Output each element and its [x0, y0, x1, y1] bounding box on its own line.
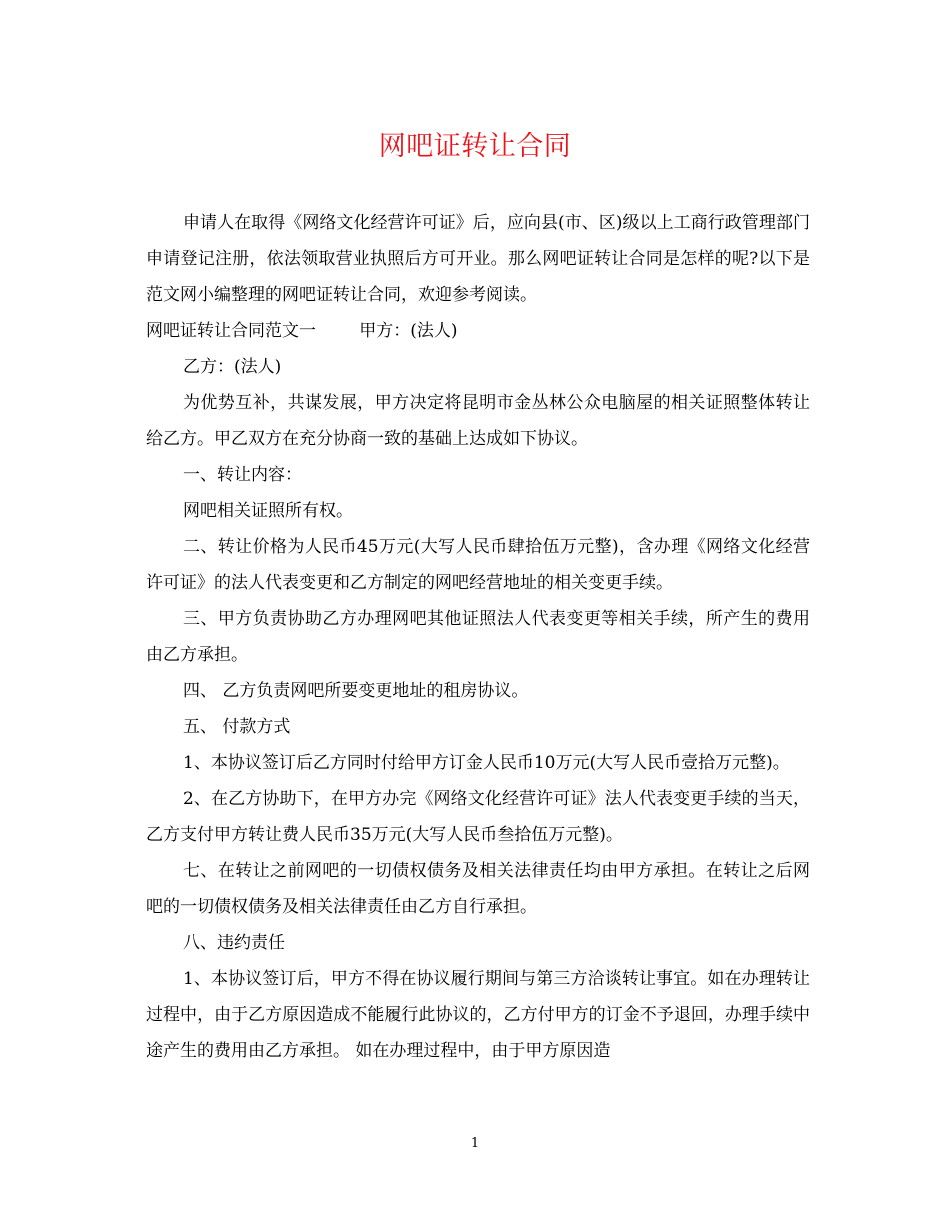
paragraph: 网吧相关证照所有权。 [183, 501, 353, 521]
paragraph: 三、甲方负责协助乙方办理网吧其他证照法人代表变更等相关手续，所产生的费用由乙方承担。 [146, 609, 810, 665]
paragraph: 七、在转让之前网吧的一切债权债务及相关法律责任均由甲方承担。在转让之后网吧的一切债权债务及相关法律责任由乙方自行承担。 [146, 861, 810, 917]
paragraph: 1、本协议签订后乙方同时付给甲方订金人民币10万元(大写人民币壹拾万元整)。 [183, 753, 790, 773]
paragraph: 乙方：(法人) [183, 357, 282, 377]
paragraph: 为优势互补，共谋发展，甲方决定将昆明市金丛林公众电脑屋的相关证照整体转让给乙方。甲乙双方在充分协商一致的基础上达成如下协议。 [146, 393, 810, 449]
page-number: 1 [470, 1136, 480, 1151]
paragraph: 网吧证转让合同范文一 甲方：(法人) [146, 321, 458, 341]
paragraph: 五、 付款方式 [183, 717, 291, 737]
paragraph: 2、在乙方协助下，在甲方办完《网络文化经营许可证》法人代表变更手续的当天，乙方支付甲方转让费人民币35万元(大写人民币叁拾伍万元整)。 [146, 789, 810, 845]
paragraph: 二、转让价格为人民币45万元(大写人民币肆拾伍万元整)，含办理《网络文化经营许可证》的法人代表变更和乙方制定的网吧经营地址的相关变更手续。 [146, 537, 810, 593]
document-title: 网吧证转让合同 [378, 131, 572, 162]
paragraph: 四、 乙方负责网吧所要变更地址的租房协议。 [183, 681, 529, 701]
paragraph: 一、转让内容： [183, 465, 302, 485]
paragraph: 申请人在取得《网络文化经营许可证》后，应向县(市、区)级以上工商行政管理部门申请登记注册，依法领取营业执照后方可开业。那么网吧证转让合同是怎样的呢?以下是范文网小编整理的网吧证转让合同，欢迎参考阅读。 [146, 213, 810, 305]
paragraph: 1、本协议签订后，甲方不得在协议履行期间与第三方洽谈转让事宜。如在办理转让过程中，由于乙方原因造成不能履行此协议的，乙方付甲方的订金不予退回，办理手续中途产生的费用由乙方承担。 如在办理过程中，由于甲方原因造 [146, 969, 810, 1061]
document-body [146, 205, 810, 1069]
paragraph: 八、违约责任 [183, 933, 285, 953]
